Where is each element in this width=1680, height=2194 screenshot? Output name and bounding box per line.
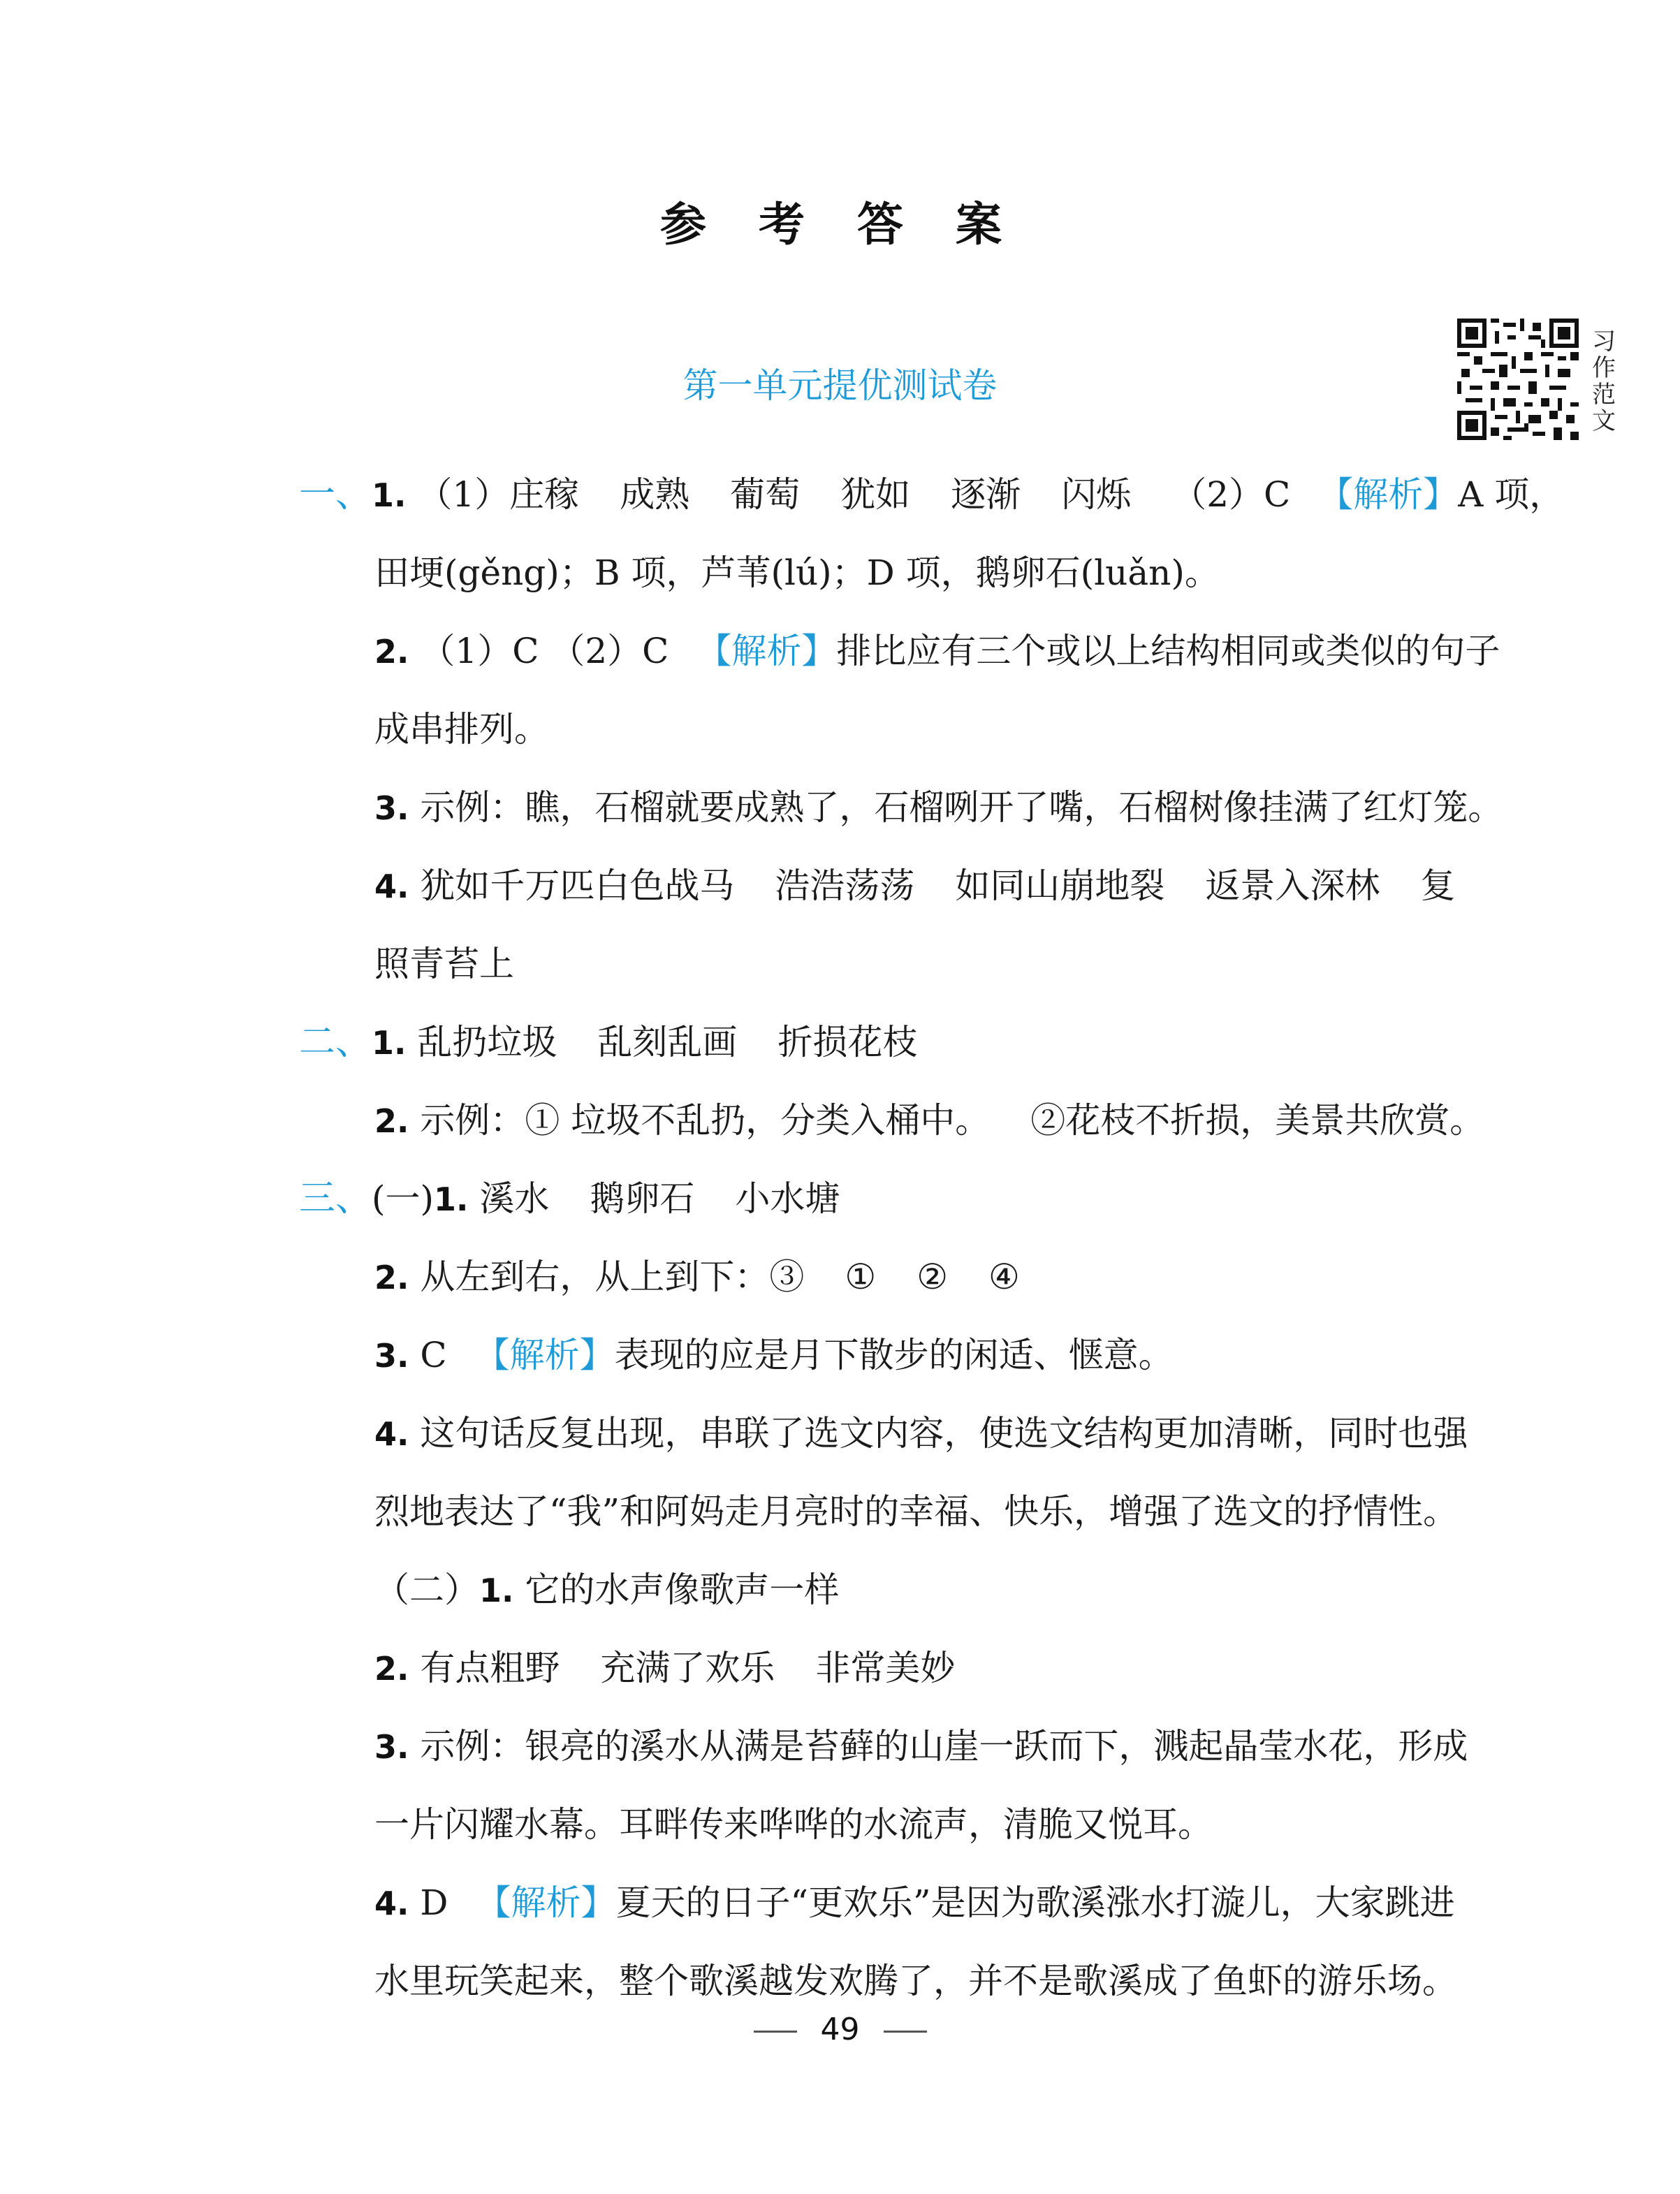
analysis-tag: 【解析】 [474, 1335, 615, 1375]
section-number: 三、 [299, 1178, 372, 1220]
section-subtitle: 第一单元提优测试卷 [682, 365, 998, 406]
footer-dash-right [884, 2031, 927, 2033]
question-number: 3. [374, 1337, 409, 1375]
answer-line: 3. 示例：瞧，石榴就要成熟了，石榴咧开了嘴，石榴树像挂满了红灯笼。 [374, 787, 1503, 828]
answer-line: 一片闪耀水幕。耳畔传来哗哗的水流声，清脆又悦耳。 [374, 1804, 1213, 1845]
analysis-tag: 【解析】 [696, 631, 837, 671]
answer-line: 一、1. （1）庄稼 成熟 葡萄 犹如 逐渐 闪烁 （2）C 【解析】A 项， [299, 474, 1565, 515]
analysis-tag: 【解析】 [1318, 474, 1459, 515]
answer-line: 成串排列。 [374, 709, 549, 749]
qr-caption: 习 作 范 文 [1592, 328, 1616, 435]
answer-line: 2. 示例：① 垃圾不乱扔，分类入桶中。 ②花枝不折损，美景共欣赏。 [374, 1100, 1485, 1141]
question-number: 1. [372, 1024, 407, 1062]
question-number: 3. [374, 789, 409, 827]
question-number: 2. [374, 633, 409, 671]
question-number: 4. [374, 1885, 409, 1922]
question-number: 4. [374, 868, 409, 905]
answer-line: 2. 从左到右，从上到下：③ ① ② ④ [374, 1257, 1020, 1297]
answer-line: 3. C 【解析】表现的应是月下散步的闲适、惬意。 [374, 1335, 1174, 1375]
page-number: 49 [820, 2012, 860, 2047]
section-number: 二、 [299, 1021, 372, 1063]
question-number: 3. [374, 1728, 409, 1766]
answer-line: 二、1. 乱扔垃圾 乱刻乱画 折损花枝 [299, 1021, 918, 1063]
answer-line: 照青苔上 [374, 944, 514, 984]
question-number: 2. [374, 1259, 409, 1296]
answer-line: 2. 有点粗野 充满了欢乐 非常美妙 [374, 1648, 956, 1688]
answer-line: 2. （1）C （2）C 【解析】排比应有三个或以上结构相同或类似的句子 [374, 631, 1500, 671]
question-number: 4. [374, 1415, 409, 1453]
answer-line: 田埂(gěng)；B 项，芦苇(lú)；D 项，鹅卵石(luǎn)。 [374, 553, 1220, 593]
section-number: 一、 [299, 474, 372, 515]
answer-line: （二）1. 它的水声像歌声一样 [374, 1570, 840, 1610]
answer-line: 4. 犹如千万匹白色战马 浩浩荡荡 如同山崩地裂 返景入深林 复 [374, 865, 1456, 906]
page-title: 参 考 答 案 [660, 198, 1020, 251]
qr-code-icon[interactable] [1457, 319, 1579, 440]
answer-line: 3. 示例：银亮的溪水从满是苔藓的山崖一跃而下，溅起晶莹水花，形成 [374, 1726, 1468, 1767]
answer-line: 三、(一)1. 溪水 鹅卵石 小水塘 [299, 1178, 840, 1220]
answer-line: 水里玩笑起来，整个歌溪越发欢腾了，并不是歌溪成了鱼虾的游乐场。 [374, 1961, 1457, 2001]
question-number: 1. [434, 1180, 469, 1218]
question-number: 1. [479, 1572, 514, 1609]
question-number: 2. [374, 1650, 409, 1688]
question-number: 2. [374, 1102, 409, 1140]
footer-dash-left [754, 2031, 797, 2033]
page-footer [0, 2012, 1680, 2047]
answer-line: 4. D 【解析】夏天的日子“更欢乐”是因为歌溪涨水打漩儿，大家跳进 [374, 1882, 1455, 1923]
question-number: 1. [372, 476, 407, 514]
answer-line: 4. 这句话反复出现，串联了选文内容，使选文结构更加清晰，同时也强 [374, 1413, 1468, 1454]
analysis-tag: 【解析】 [476, 1882, 616, 1923]
answer-line: 烈地表达了“我”和阿妈走月亮时的幸福、快乐，增强了选文的抒情性。 [374, 1491, 1459, 1532]
